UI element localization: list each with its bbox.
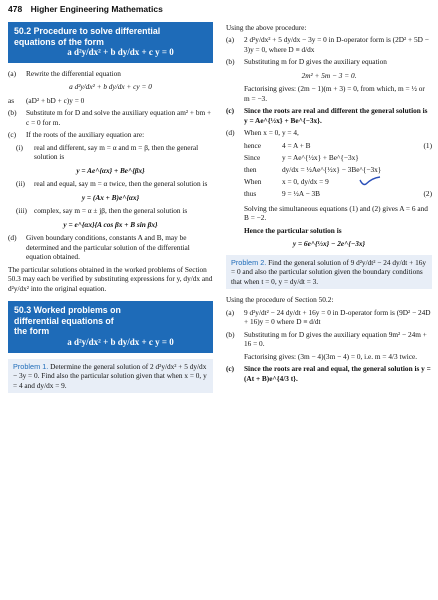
equation: a d²y/dx² + b dy/dx + cy = 0	[69, 82, 152, 92]
step-text: 2 d²y/dx² + 5 dy/dx − 3y = 0 in D-operator form is (2D² + 5D − 3)y = 0, where D ≡ d/dx	[244, 35, 429, 54]
step-text: Solving the simultaneous equations (1) and (2) gives A = 6 and B = −2.	[244, 203, 428, 223]
book-title: Higher Engineering Mathematics	[30, 4, 163, 14]
step-d	[8, 233, 213, 261]
step-label: as	[8, 95, 15, 105]
step-text: Since the roots are real and different the general solution is y = Ae^{½x} + Be^{−3x}.	[244, 106, 428, 125]
step-label: (d)	[8, 233, 17, 243]
row-word: then	[244, 164, 257, 174]
p2-step-a	[226, 308, 432, 327]
row-equation: 9 = ½A − 3B	[282, 188, 321, 198]
row-equation: y = Ae^{½x} + Be^{−3x}	[282, 152, 359, 162]
particular-solution: y = 6e^{½x} − 2e^{−3x}	[292, 239, 366, 249]
step-label: (c)	[8, 130, 17, 140]
step-c	[8, 130, 213, 139]
case-label: (i)	[16, 142, 23, 152]
step-text: Hence the particular solution is	[244, 225, 342, 235]
solution-step-d	[226, 128, 432, 137]
step-text: Factorising gives: (2m − 1)(m + 3) = 0, from which, m = ½ or m = −3.	[244, 84, 425, 103]
section-50-2-heading	[8, 22, 213, 63]
p2-step-b	[226, 330, 432, 349]
case-text: real and different, say m = α and m = β, then the general solution is	[34, 142, 199, 162]
right-column	[226, 20, 432, 386]
step-text: Substitute m for D and solve the auxiliary equation am² + bm + c = 0 for m.	[26, 108, 212, 127]
step-label: (d)	[226, 128, 235, 138]
heading-line: equations of the form	[14, 36, 104, 47]
page-number: 478	[8, 4, 23, 14]
simultaneous-solution	[226, 204, 432, 223]
row-equation: dy/dx = ½Ae^{½x} − 3Be^{−3x}	[282, 164, 382, 174]
p2-step-c	[226, 364, 432, 383]
page-header	[8, 4, 169, 15]
procedure-intro: Using the above procedure:	[226, 23, 307, 32]
step-text: 9 d²y/dt² − 24 dy/dt + 16y = 0 in D-operator form is (9D² − 24D + 16)y = 0 where D ≡ d/dt	[244, 307, 431, 327]
heading-equation: a d²y/dx² + b dy/dx + c y = 0	[67, 47, 174, 58]
working-row	[226, 189, 432, 201]
step-text: (aD² + bD + c)y = 0	[26, 95, 85, 105]
step-text: Substituting m for D gives the auxiliary equation	[244, 57, 387, 67]
solution-case-iii: y = e^{αx}{A cos βx + B sin βx}	[63, 219, 158, 229]
step-label: (b)	[226, 57, 235, 67]
step-text: Factorising gives: (3m − 4)(3m − 4) = 0, i.e. m = 4/3 twice.	[244, 351, 418, 361]
row-number: (1)	[423, 140, 432, 150]
root-case-iii	[8, 206, 213, 215]
row-word: thus	[244, 188, 257, 198]
step-label: (a)	[226, 307, 235, 317]
working-row	[226, 141, 432, 153]
step-label: (c)	[226, 106, 235, 116]
step-label: (c)	[226, 364, 235, 374]
solution-case-ii: y = (Ax + B)e^{αx}	[81, 192, 140, 202]
row-number: (2)	[423, 188, 432, 198]
row-equation: 4 = A + B	[282, 140, 311, 150]
case-text: complex, say m = α ± jβ, then the general solution is	[34, 206, 188, 216]
step-b	[8, 108, 213, 127]
step-text: Substituting m for D gives the auxiliary equation 9m² − 24m + 16 = 0.	[244, 329, 427, 349]
case-label: (ii)	[16, 179, 25, 189]
problem-text: Determine the general solution of 2 d²y/dx² + 5 dy/dx − 3y = 0. Find also the particular solution given that when x = 0, y = 4 and dy/dx = 9.	[13, 361, 207, 390]
checkmark-icon	[358, 174, 382, 188]
heading-line: 50.2 Procedure to solve differential	[14, 26, 161, 36]
problem-title: Problem 1.	[13, 361, 49, 371]
working-row	[226, 177, 432, 189]
step-label: (b)	[8, 108, 17, 118]
solution-step-c	[226, 106, 432, 125]
working-rows	[226, 141, 432, 201]
auxiliary-equation: 2m² + 5m − 3 = 0.	[301, 70, 357, 80]
step-a	[8, 69, 213, 78]
heading-equation: a d²y/dx² + b dy/dx + c y = 0	[67, 336, 174, 347]
problem-text: Find the general solution of 9 d²y/dt² − 24 dy/dt + 16y = 0 and also the particular solution given the boundary conditions that when t = 0, y = dy/dt = 3.	[231, 257, 427, 286]
step-label: (a)	[8, 68, 17, 78]
step-text: Rewrite the differential equation	[26, 68, 121, 78]
step-label: (a)	[226, 35, 235, 45]
step-text: When x = 0, y = 4,	[244, 128, 299, 138]
problem-title: Problem 2.	[231, 257, 267, 267]
working-row	[226, 153, 432, 165]
step-text: If the roots of the auxiliary equation are:	[26, 130, 145, 140]
solution-step-b	[226, 57, 432, 66]
problem-2-box	[226, 255, 432, 289]
heading-line: differential equations of	[14, 315, 114, 326]
p2-factorising	[226, 352, 432, 361]
solution-step-a	[226, 35, 432, 54]
row-word: Since	[244, 152, 261, 162]
case-text: real and equal, say m = α twice, then the general solution is	[34, 179, 208, 189]
heading-line: 50.3 Worked problems on	[14, 305, 121, 316]
row-word: hence	[244, 140, 262, 150]
step-text: Since the roots are real and equal, the general solution is y = (At + B)e^{4/3 t}.	[244, 364, 431, 383]
step-text: Given boundary conditions, constants A and B, may be determined and the particular solution of the differential equation obtained.	[26, 233, 190, 262]
step-label: (b)	[226, 329, 235, 339]
procedure-reference: Using the procedure of Section 50.2:	[226, 295, 334, 305]
heading-line: the form	[14, 326, 50, 337]
working-row	[226, 165, 432, 177]
root-case-ii	[8, 179, 213, 188]
solution-case-i: y = Ae^{αx} + Be^{βx}	[76, 165, 145, 175]
verification-paragraph: The particular solutions obtained in the worked problems of Section 50.3 may each be verified by substituting expressions for y, dy/dx and d²y/dx² into the original equation.	[8, 264, 213, 293]
particular-label	[226, 226, 432, 235]
case-label: (iii)	[16, 206, 27, 216]
left-column	[8, 20, 213, 399]
section-50-3-heading	[8, 301, 213, 352]
problem-1-box	[8, 359, 213, 393]
factorising	[226, 84, 432, 103]
root-case-i	[8, 143, 213, 162]
step-as	[8, 96, 213, 105]
row-word: When	[244, 176, 262, 186]
row-equation: x = 0, dy/dx = 9	[282, 176, 329, 186]
